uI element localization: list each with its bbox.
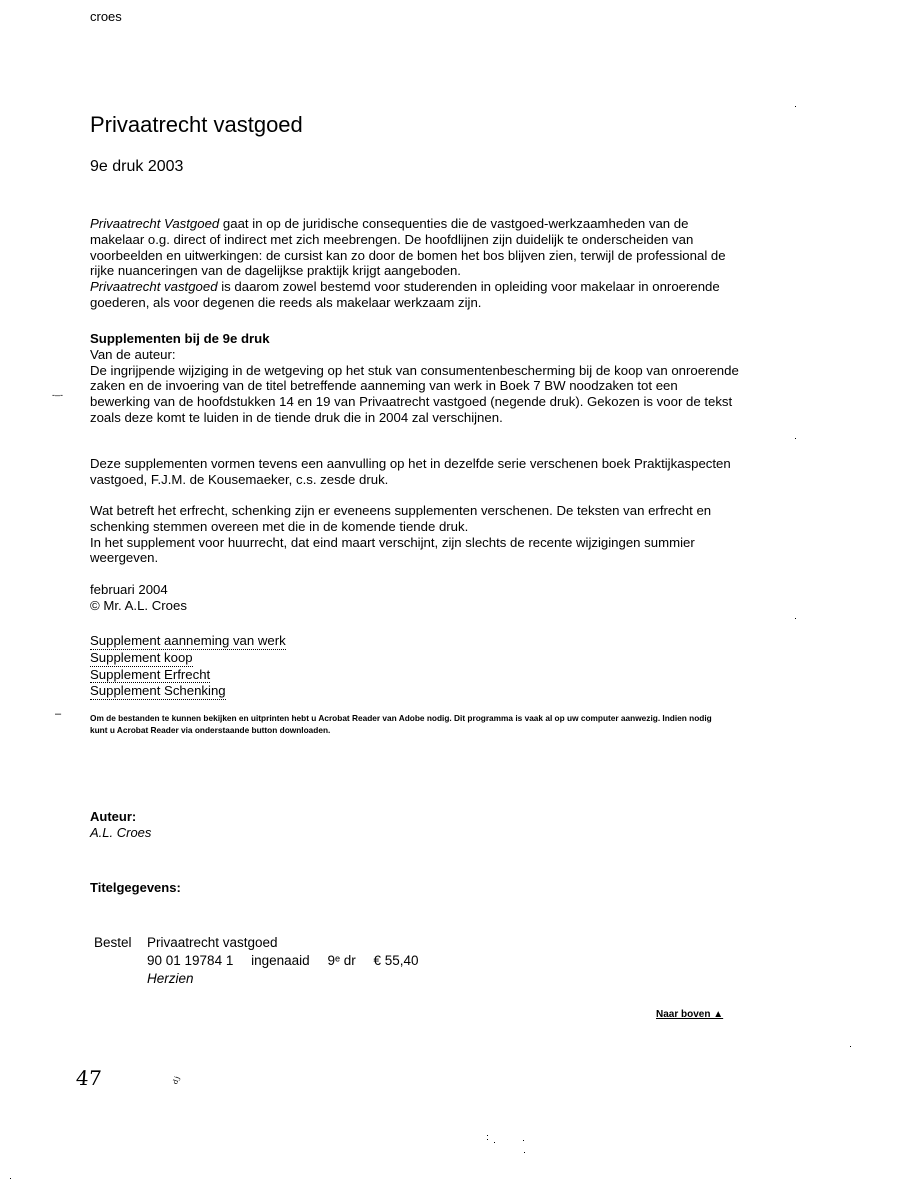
order-price: € 55,40 bbox=[373, 953, 419, 968]
scan-speck bbox=[523, 1140, 524, 1141]
scan-speck bbox=[795, 618, 796, 619]
link-supplement-koop[interactable]: Supplement koop bbox=[90, 649, 193, 665]
supplements-para3a-text: Wat betreft het erfrecht, schenking zijn er eveneens supplementen verschenen. De teksten van erfrecht en schenking stemmen overeen met die in de komende tiende druk. bbox=[90, 503, 712, 534]
author-name: A.L. Croes bbox=[90, 825, 152, 840]
scan-speck bbox=[487, 1139, 488, 1140]
handwritten-page-number: 47 bbox=[74, 1066, 103, 1090]
order-edition: 9ᵉ dr bbox=[327, 953, 356, 968]
scan-speck bbox=[524, 1152, 525, 1153]
supplements-section bbox=[90, 331, 740, 426]
margin-mark: -–- bbox=[52, 390, 63, 400]
acrobat-note: Om de bestanden te kunnen bekijken en uitprinten hebt u Acrobat Reader van Adobe nodig. Dit programma is vaak al op uw computer aanwezig. Indien nodig kunt u Acrobat Reader via onderstaande button downloaden. bbox=[90, 713, 712, 735]
link-supplement-schenking[interactable]: Supplement Schenking bbox=[90, 683, 226, 699]
edition-label: 9e druk 2003 bbox=[90, 158, 184, 175]
order-button[interactable]: Bestel bbox=[94, 935, 132, 950]
supplements-para2-text: Deze supplementen vormen tevens een aanvulling op het in dezelfde serie verschenen boek Praktijkaspecten vastgoed, F.J.M. de Kousemaeker, c.s. zesde druk. bbox=[90, 456, 731, 487]
order-title: Privaatrecht vastgoed bbox=[147, 935, 278, 950]
from-author-label: Van de auteur: bbox=[90, 346, 176, 362]
link-supplement-aanneming[interactable]: Supplement aanneming van werk bbox=[90, 633, 286, 648]
back-to-top-link[interactable]: Naar boven ▲ bbox=[656, 1009, 724, 1020]
intro-title-italic: Privaatrecht Vastgoed bbox=[90, 216, 220, 231]
supplement-links bbox=[90, 634, 286, 701]
intro-paragraph bbox=[90, 216, 740, 311]
page-title: Privaatrecht vastgoed bbox=[90, 112, 303, 137]
scan-speck bbox=[10, 1178, 11, 1179]
date-label: februari 2004 bbox=[90, 582, 168, 597]
order-isbn: 90 01 19784 1 bbox=[147, 953, 234, 968]
order-block bbox=[94, 934, 433, 988]
author-heading: Auteur: bbox=[90, 809, 137, 824]
scan-speck bbox=[494, 1142, 495, 1143]
handwritten-mark: ᵈʲ bbox=[170, 1074, 186, 1088]
supplements-body: De ingrijpende wijziging in de wetgeving op het stuk van consumentenbescherming bij de koop van onroerende zaken en de invoering van de titel betreffende aanneming van werk in Boek 7 BW noodzaken tot een bewerking van de hoofdstukken 14 en 19 van Privaatrecht vastgoed (negende druk). Gekozen is voor de tekst zoals deze komt te luiden in de tiende druk die in 2004 zal verschijnen. bbox=[90, 362, 739, 425]
scan-speck bbox=[850, 1046, 851, 1047]
signature-block bbox=[90, 582, 740, 614]
intro-text: gaat in op de juridische consequenties die de vastgoed-werkzaamheden van de makelaar o.g. direct of indirect met zich meebrengen. De hoofdlijnen zijn duidelijk te onderscheiden van voorbeelden en uitwerkingen: de cursist kan zo door de bomen het bos blijven zien, terwijl de professional de rijke nuanceringen van de dagelijkse praktijk krijgt aangeboden. bbox=[90, 216, 726, 279]
title-info-heading: Titelgegevens: bbox=[90, 880, 181, 895]
supplements-paragraph-3 bbox=[90, 503, 740, 566]
link-supplement-erfrecht[interactable]: Supplement Erfrecht bbox=[90, 666, 211, 682]
intro-title-italic-2: Privaatrecht vastgoed bbox=[90, 279, 218, 295]
supplements-paragraph-2 bbox=[90, 456, 740, 488]
margin-dash: – bbox=[55, 708, 62, 720]
supplements-para3b-text: In het supplement voor huurrecht, dat eind maart verschijnt, zijn slechts de recente wijzigingen summier weergeven. bbox=[90, 534, 695, 566]
scan-speck bbox=[795, 438, 796, 439]
intro-text-2: is daarom zowel bestemd voor studerenden in opleiding voor makelaar in onroerende goederen, als voor degenen die reeds als makelaar werkzaam zijn. bbox=[90, 279, 720, 310]
scan-speck bbox=[795, 106, 796, 107]
scan-speck bbox=[487, 1135, 488, 1136]
copyright-label: © Mr. A.L. Croes bbox=[90, 597, 187, 613]
order-binding: ingenaaid bbox=[251, 953, 310, 968]
order-status: Herzien bbox=[147, 971, 194, 986]
order-meta bbox=[147, 952, 433, 970]
header-name: croes bbox=[90, 9, 122, 24]
supplements-heading: Supplementen bij de 9e druk bbox=[90, 331, 270, 346]
